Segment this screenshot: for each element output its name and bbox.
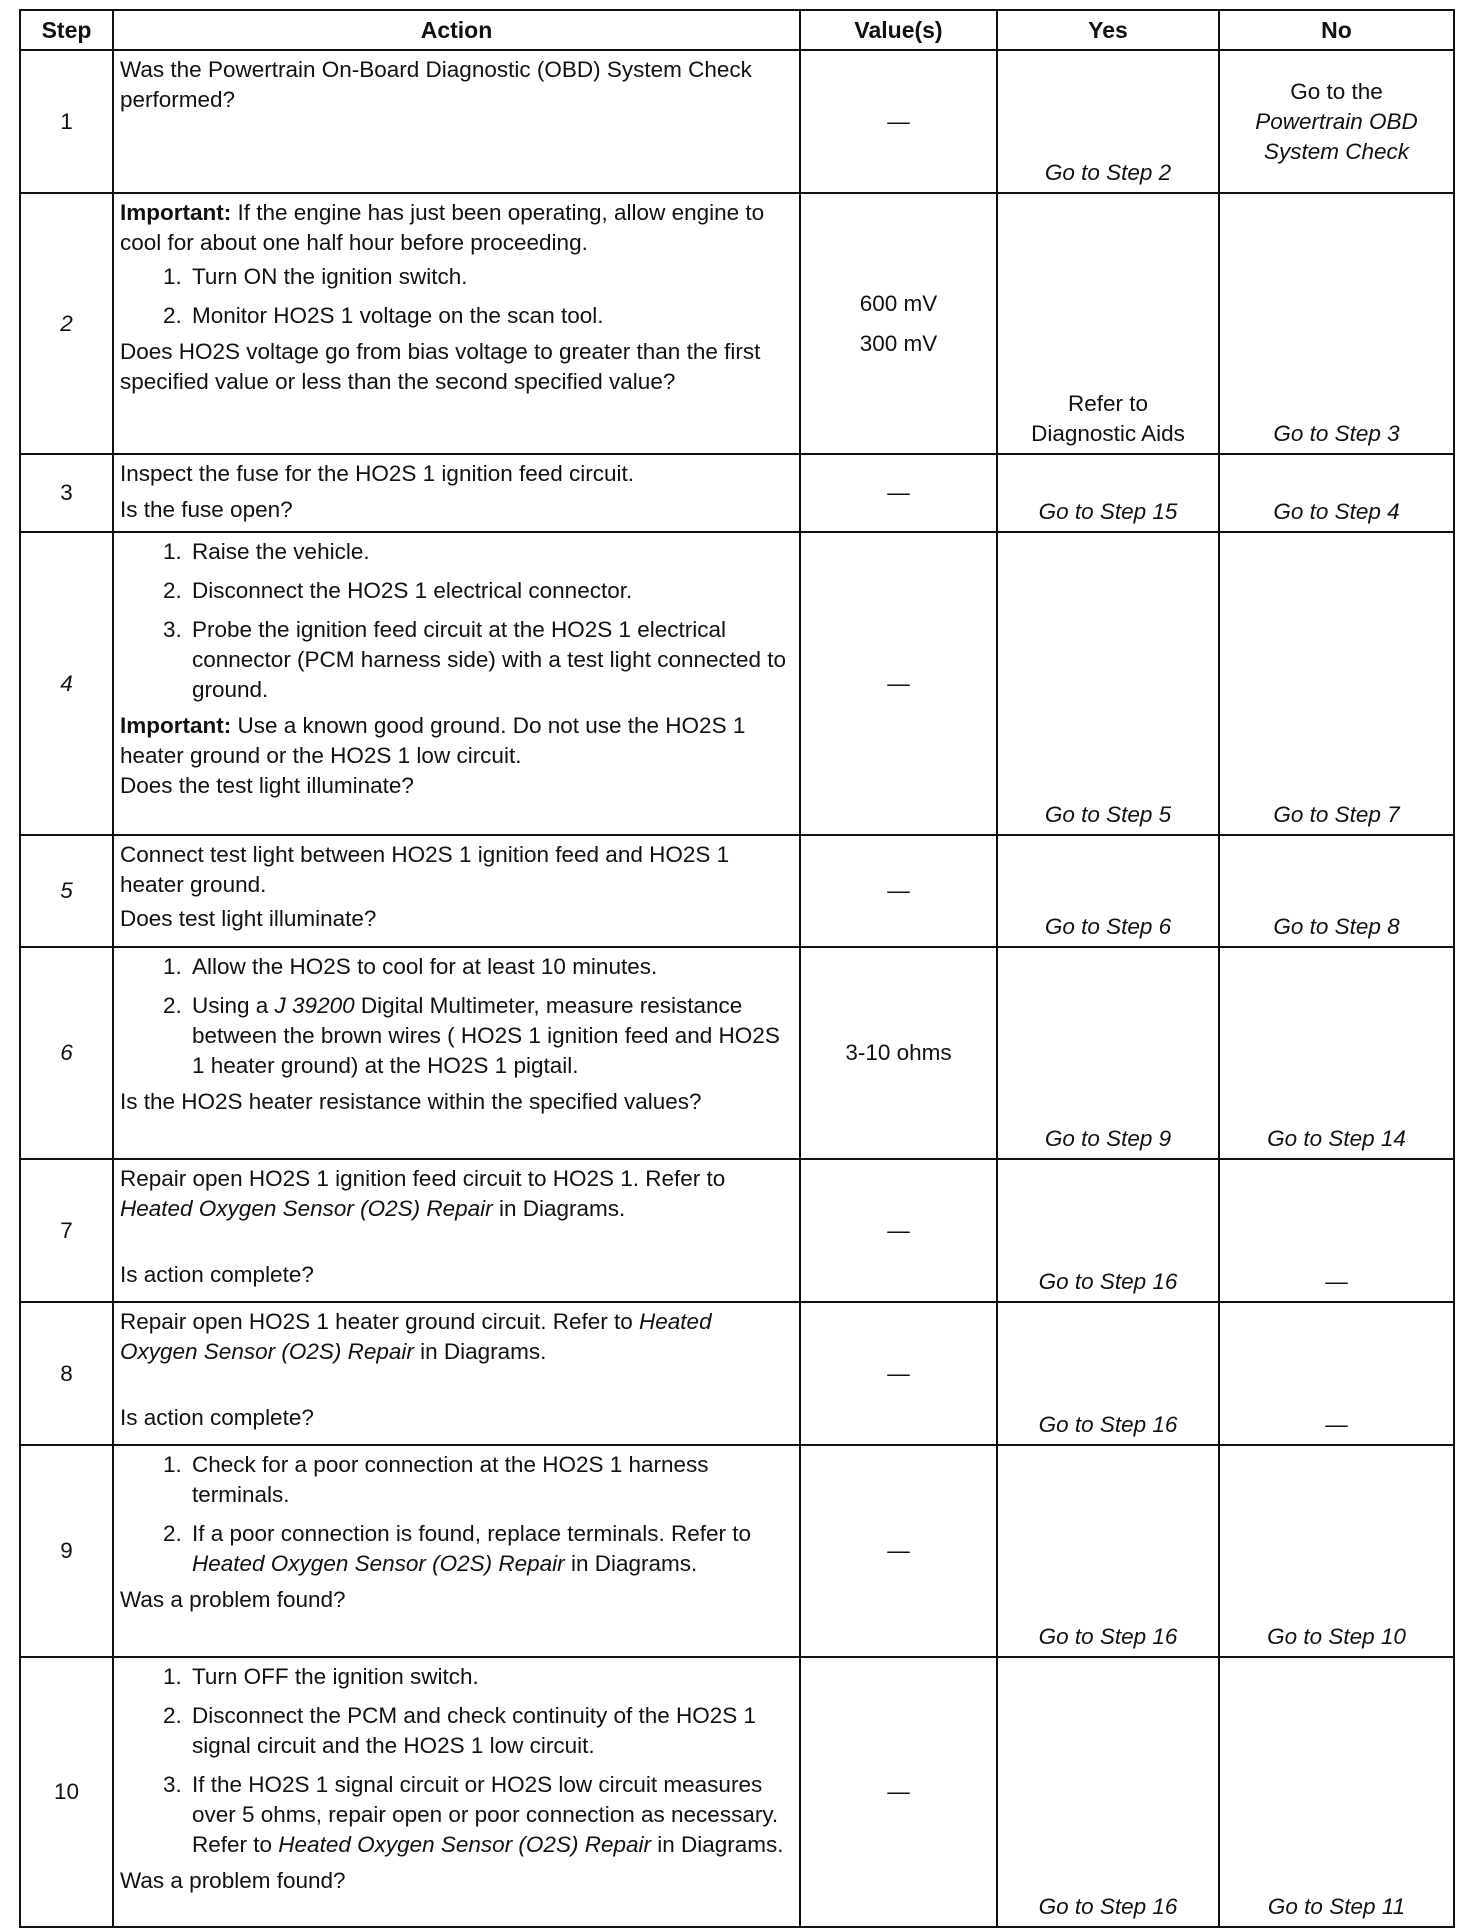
- value-cell: —: [800, 1159, 997, 1302]
- no-line1: Go to the: [1290, 78, 1383, 104]
- value-cell: —: [800, 1657, 997, 1927]
- action-text: Inspect the fuse for the HO2S 1 ignition feed circuit.: [120, 461, 635, 486]
- question-text: Is the fuse open?: [120, 497, 293, 522]
- list-item: 2. Disconnect the PCM and check continuity of the HO2S 1 signal circuit and the HO2S 1 low circuit.: [188, 1701, 793, 1761]
- question-text: Does the test light illuminate?: [120, 773, 414, 798]
- yes-cell: [997, 1302, 1219, 1445]
- reference-link[interactable]: Heated Oxygen Sensor (O2S) Repair: [278, 1832, 651, 1857]
- action-cell: [113, 532, 800, 835]
- reference-link[interactable]: Heated Oxygen Sensor (O2S) Repair: [192, 1551, 565, 1576]
- header-step: Step: [20, 10, 113, 50]
- yes-link[interactable]: Go to Step 9: [1044, 1126, 1172, 1151]
- action-text: Was the Powertrain On-Board Diagnostic (OBD) System Check performed?: [120, 57, 752, 112]
- step-number: 10: [20, 1657, 113, 1927]
- list-item: 3. Probe the ignition feed circuit at the HO2S 1 electrical connector (PCM harness side) with a test light connected to ground.: [188, 615, 793, 705]
- header-yes: Yes: [997, 10, 1219, 50]
- step-number: 1: [20, 50, 113, 193]
- yes-cell: [997, 454, 1219, 532]
- action-text-part: Repair open HO2S 1 ignition feed circuit to HO2S 1. Refer to: [120, 1166, 726, 1191]
- no-link-line3[interactable]: System Check: [1263, 138, 1410, 164]
- table-row: [20, 454, 1454, 532]
- question-text: Does test light illuminate?: [120, 906, 377, 931]
- table-row: [20, 50, 1454, 193]
- value-cell: —: [800, 835, 997, 947]
- important-label: Important:: [120, 200, 232, 225]
- no-dash: —: [1325, 1269, 1348, 1294]
- action-cell: [113, 193, 800, 454]
- action-cell: [113, 947, 800, 1159]
- important-label: Important:: [120, 713, 232, 738]
- step-number: 4: [20, 532, 113, 835]
- yes-link[interactable]: Go to Step 6: [1044, 914, 1172, 939]
- step-list: [120, 1662, 793, 1860]
- step-list: [120, 262, 793, 331]
- list-item: [188, 1519, 793, 1579]
- item-text: If the HO2S 1 signal circuit or HO2S low circuit measures over 5 ohms, repair open or poor connection as necessary. Refer to: [192, 1772, 779, 1857]
- step-number: 6: [20, 947, 113, 1159]
- header-action: Action: [113, 10, 800, 50]
- question-text: Was a problem found?: [120, 1587, 346, 1612]
- value-cell: 3-10 ohms: [800, 947, 997, 1159]
- yes-link[interactable]: Go to Step 16: [1038, 1624, 1178, 1649]
- action-cell: [113, 1445, 800, 1657]
- no-cell: [1219, 532, 1454, 835]
- step-number: 2: [20, 193, 113, 454]
- no-link[interactable]: Go to Step 7: [1273, 802, 1400, 827]
- header-values: Value(s): [800, 10, 997, 50]
- header-no: No: [1219, 10, 1454, 50]
- item-text: Digital Multimeter, measure resistance between the brown wires ( HO2S 1 ignition feed and HO2S 1 heater ground) at the HO2S 1 pigtail.: [192, 993, 780, 1078]
- step-list: [120, 1450, 793, 1579]
- important-text: Use a known good ground. Do not use the HO2S 1 heater ground or the HO2S 1 low circuit.: [120, 713, 746, 768]
- yes-cell: [997, 947, 1219, 1159]
- yes-link[interactable]: Go to Step 2: [1044, 160, 1172, 185]
- no-cell: [1219, 1657, 1454, 1927]
- tool-name: J 39200: [274, 993, 355, 1018]
- list-item: 1. Turn ON the ignition switch.: [188, 262, 793, 292]
- question-text: Does HO2S voltage go from bias voltage to greater than the first specified value or less than the second specified value?: [120, 339, 761, 394]
- step-number: 3: [20, 454, 113, 532]
- value-cell: —: [800, 1445, 997, 1657]
- value-2: 300 mV: [859, 330, 938, 356]
- step-number: 8: [20, 1302, 113, 1445]
- action-cell: [113, 1159, 800, 1302]
- item-text: If a poor connection is found, replace terminals. Refer to: [192, 1521, 752, 1546]
- yes-cell: [997, 835, 1219, 947]
- value-cell: —: [800, 1302, 997, 1445]
- no-link-line2[interactable]: Powertrain OBD: [1255, 108, 1418, 134]
- yes-link[interactable]: Go to Step 15: [1038, 499, 1178, 524]
- list-item: 1. Allow the HO2S to cool for at least 10 minutes.: [188, 952, 793, 982]
- table-row: [20, 835, 1454, 947]
- no-link[interactable]: Go to Step 11: [1267, 1894, 1406, 1919]
- step-list: [120, 952, 793, 1081]
- no-link[interactable]: Go to Step 10: [1267, 1624, 1406, 1649]
- no-link[interactable]: Go to Step 8: [1273, 914, 1400, 939]
- yes-cell: [997, 193, 1219, 454]
- value-cell: —: [800, 532, 997, 835]
- step-number: 7: [20, 1159, 113, 1302]
- diagnostic-table-container: [19, 9, 1453, 1928]
- yes-link[interactable]: Go to Step 16: [1038, 1894, 1178, 1919]
- value-1: 600 mV: [859, 290, 938, 316]
- list-item: 2. Monitor HO2S 1 voltage on the scan tool.: [188, 301, 793, 331]
- yes-cell: [997, 50, 1219, 193]
- item-text: Using a: [192, 993, 275, 1018]
- list-item: 1. Turn OFF the ignition switch.: [188, 1662, 793, 1692]
- diagnostic-table: [19, 9, 1455, 1928]
- question-text: Was a problem found?: [120, 1868, 346, 1893]
- value-cell: [800, 193, 997, 454]
- no-cell: [1219, 1445, 1454, 1657]
- table-row: [20, 947, 1454, 1159]
- important-note: [120, 198, 793, 258]
- action-cell: [113, 835, 800, 947]
- action-cell: [113, 1657, 800, 1927]
- list-item: [188, 991, 793, 1081]
- no-cell: [1219, 947, 1454, 1159]
- action-text-part: in Diagrams.: [413, 1339, 547, 1364]
- step-list: [120, 537, 793, 705]
- yes-link[interactable]: Go to Step 5: [1044, 802, 1172, 827]
- no-dash: —: [1325, 1412, 1348, 1437]
- reference-link[interactable]: Heated Oxygen Sensor (O2S) Repair: [120, 1196, 493, 1221]
- value-cell: —: [800, 50, 997, 193]
- question-text: Is the HO2S heater resistance within the specified values?: [120, 1089, 702, 1114]
- no-cell: [1219, 50, 1454, 193]
- important-text: If the engine has just been operating, allow engine to cool for about one half hour before proceeding.: [120, 200, 765, 255]
- no-link[interactable]: Go to Step 14: [1267, 1126, 1406, 1151]
- action-cell: [113, 50, 800, 193]
- table-row: [20, 193, 1454, 454]
- yes-line1: Refer to: [1067, 391, 1149, 416]
- table-row: [20, 1657, 1454, 1927]
- action-text: Connect test light between HO2S 1 ignition feed and HO2S 1 heater ground.: [120, 842, 730, 897]
- table-row: [20, 1159, 1454, 1302]
- yes-link[interactable]: Go to Step 16: [1038, 1269, 1178, 1294]
- item-text: in Diagrams.: [650, 1832, 784, 1857]
- action-cell: [113, 454, 800, 532]
- no-cell: [1219, 835, 1454, 947]
- important-note: [120, 711, 793, 771]
- step-number: 5: [20, 835, 113, 947]
- question-text: Is action complete?: [120, 1405, 314, 1430]
- reference-link[interactable]: Heated Oxygen Sensor (O2S) Repair: [120, 1309, 712, 1364]
- action-text-part: in Diagrams.: [492, 1196, 626, 1221]
- list-item: 1. Check for a poor connection at the HO2S 1 harness terminals.: [188, 1450, 793, 1510]
- action-text: [120, 1307, 793, 1367]
- value-cell: —: [800, 454, 997, 532]
- no-link[interactable]: Go to Step 4: [1273, 499, 1400, 524]
- yes-link[interactable]: Go to Step 16: [1038, 1412, 1178, 1437]
- action-text-part: Repair open HO2S 1 heater ground circuit. Refer to: [120, 1309, 640, 1334]
- no-cell: [1219, 454, 1454, 532]
- question-text: Is action complete?: [120, 1262, 314, 1287]
- list-item: [188, 1770, 793, 1860]
- no-link[interactable]: Go to Step 3: [1273, 421, 1400, 446]
- yes-cell: [997, 532, 1219, 835]
- yes-cell: [997, 1657, 1219, 1927]
- action-cell: [113, 1302, 800, 1445]
- list-item: 2. Disconnect the HO2S 1 electrical connector.: [188, 576, 793, 606]
- list-item: 1. Raise the vehicle.: [188, 537, 793, 567]
- step-number: 9: [20, 1445, 113, 1657]
- yes-line2: Diagnostic Aids: [1031, 421, 1185, 446]
- no-cell: [1219, 1159, 1454, 1302]
- yes-cell: [997, 1445, 1219, 1657]
- table-row: [20, 1445, 1454, 1657]
- table-row: [20, 532, 1454, 835]
- action-text: [120, 1164, 793, 1224]
- no-cell: [1219, 193, 1454, 454]
- item-text: in Diagrams.: [564, 1551, 698, 1576]
- header-row: [20, 10, 1454, 50]
- yes-cell: [997, 1159, 1219, 1302]
- table-row: [20, 1302, 1454, 1445]
- no-cell: [1219, 1302, 1454, 1445]
